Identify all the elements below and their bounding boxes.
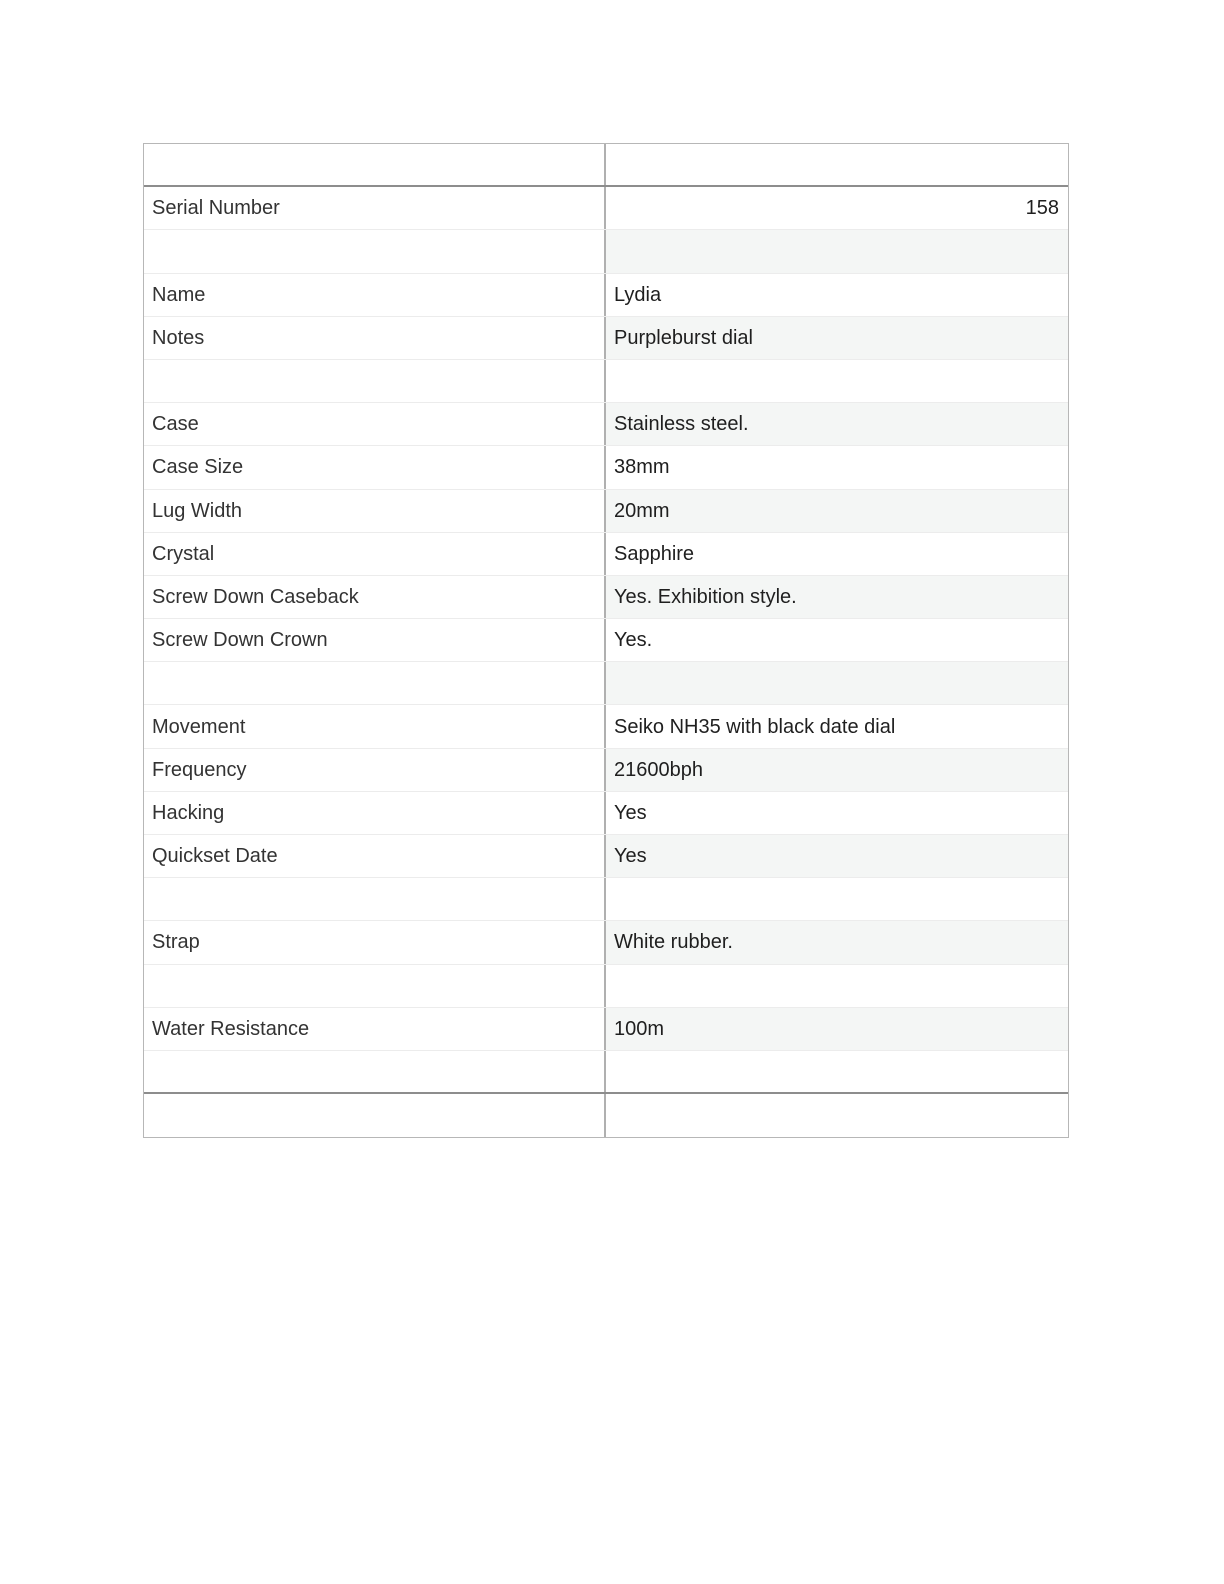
row-label — [144, 965, 606, 1007]
spec-table — [143, 143, 1069, 1138]
row-value: 158 — [1025, 197, 1059, 220]
table-row — [144, 749, 1068, 792]
row-label: Crystal — [144, 533, 606, 575]
footer-value-cell — [606, 1094, 1068, 1137]
row-label — [144, 662, 606, 704]
row-label: Case Size — [144, 446, 606, 488]
row-value: Seiko NH35 with black date dial — [614, 715, 896, 738]
row-value — [606, 662, 1068, 704]
table-row — [144, 835, 1068, 878]
row-value: Purpleburst dial — [606, 317, 1068, 359]
row-label: Water Resistance — [144, 1008, 606, 1050]
table-row — [144, 230, 1068, 273]
row-value — [606, 230, 1068, 272]
table-row — [144, 792, 1068, 835]
footer-key-cell — [144, 1094, 606, 1137]
row-value — [606, 1051, 1068, 1092]
table-row — [144, 187, 1068, 230]
header-key-cell — [144, 144, 606, 185]
table-row — [144, 662, 1068, 705]
row-label: Name — [144, 274, 606, 316]
row-value: Yes — [606, 835, 1068, 877]
table-row — [144, 1008, 1068, 1051]
table-row — [144, 878, 1068, 921]
row-label: Serial Number — [144, 187, 606, 229]
row-value — [606, 878, 1068, 920]
row-label: Quickset Date — [144, 835, 606, 877]
table-row — [144, 619, 1068, 662]
table-header-row — [144, 144, 1068, 187]
table-row — [144, 317, 1068, 360]
row-value: 20mm — [606, 490, 1068, 532]
row-label: Movement — [144, 705, 606, 747]
row-value — [606, 965, 1068, 1007]
table-row — [144, 576, 1068, 619]
header-value-cell — [606, 144, 1068, 185]
table-row — [144, 403, 1068, 446]
row-label — [144, 360, 606, 402]
table-row — [144, 533, 1068, 576]
row-value: Stainless steel. — [606, 403, 1068, 445]
row-label: Strap — [144, 921, 606, 963]
table-row — [144, 274, 1068, 317]
row-value: 21600bph — [606, 749, 1068, 791]
row-value: White rubber. — [606, 921, 1068, 963]
row-label: Notes — [144, 317, 606, 359]
row-label — [144, 878, 606, 920]
row-label: Lug Width — [144, 490, 606, 532]
row-value: Sapphire — [614, 542, 695, 565]
table-footer-row — [144, 1094, 1068, 1137]
row-value — [606, 360, 1068, 402]
row-label: Case — [144, 403, 606, 445]
table-row — [144, 1051, 1068, 1094]
row-label: Hacking — [144, 792, 606, 834]
table-row — [144, 965, 1068, 1008]
row-value: Yes — [614, 801, 647, 824]
table-row — [144, 921, 1068, 964]
row-label — [144, 1051, 606, 1092]
row-value: 38mm — [614, 456, 670, 479]
row-label: Screw Down Crown — [144, 619, 606, 661]
row-label: Frequency — [144, 749, 606, 791]
table-row — [144, 360, 1068, 403]
table-row — [144, 705, 1068, 748]
row-value: Lydia — [614, 283, 662, 306]
row-label: Screw Down Caseback — [144, 576, 606, 618]
table-row — [144, 490, 1068, 533]
table-row — [144, 446, 1068, 489]
row-value: 100m — [606, 1008, 1068, 1050]
row-value: Yes. Exhibition style. — [606, 576, 1068, 618]
row-value: Yes. — [614, 629, 653, 652]
row-label — [144, 230, 606, 272]
